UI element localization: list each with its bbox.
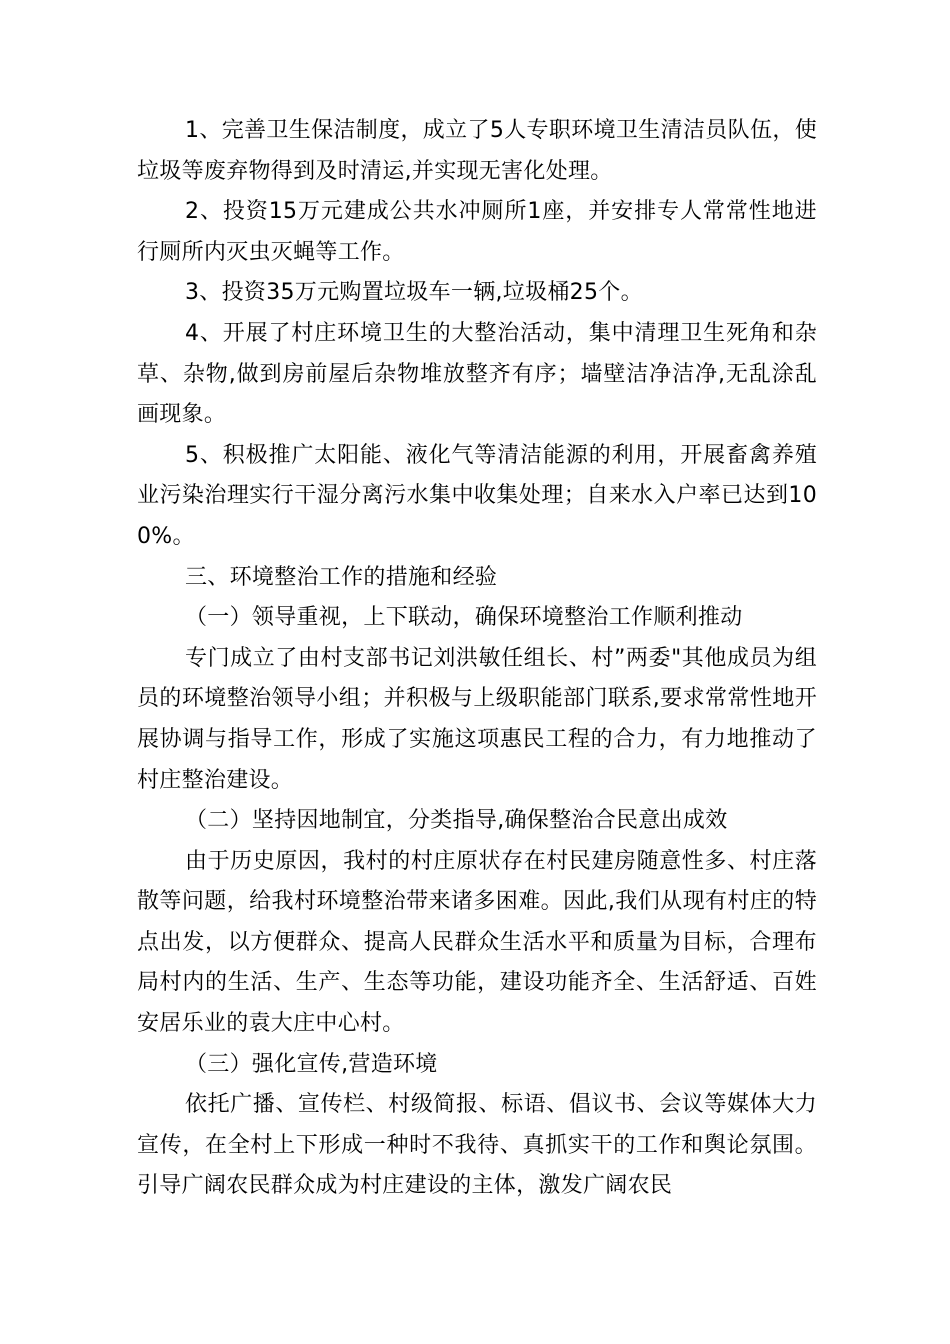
paragraph-local-conditions: 由于历史原因，我村的村庄原状存在村民建房随意性多、村庄落散等问题，给我村环境整治带来诸多困难。因此,我们从现有村庄的特点出发，以方便群众、提高人民群众生活水平和质量为目标，合理布局村内的生活、生产、生态等功能，建设功能齐全、生活舒适、百姓安居乐业的袁大庄中心村。 [137,848,817,1037]
section-heading-3: 三、环境整治工作的措施和经验 [185,564,498,590]
paragraph-publicity: 依托广播、宣传栏、村级简报、标语、倡议书、会议等媒体大力宣传，在全村上下形成一种时不我待、真抓实干的工作和舆论氛围。引导广阔农民群众成为村庄建设的主体，激发广阔农民 [137,1092,817,1199]
paragraph-leadership: 专门成立了由村支部书记刘洪敏任组长、村”两委"其他成员为组员的环境整治领导小组；并积极与上级职能部门联系,要求常常性地开展协调与指导工作，形成了实施这项惠民工程的合力，有力地推动了村庄整治建设。 [137,645,817,793]
subsection-heading-1: （一）领导重视，上下联动，确保环境整治工作顺利推动 [185,605,743,631]
subsection-heading-3: （三）强化宣传,营造环境 [185,1051,438,1077]
paragraph-item-3: 3、投资35万元购置垃圾车一辆,垃圾桶25个。 [185,280,643,306]
subsection-heading-2: （二）坚持因地制宜，分类指导,确保整治合民意出成效 [185,808,728,834]
paragraph-item-2: 2、投资15万元建成公共水冲厕所1座，并安排专人常常性地进行厕所内灭虫灭蝇等工作。 [137,199,817,265]
paragraph-item-4: 4、开展了村庄环境卫生的大整治活动，集中清理卫生死角和杂草、杂物,做到房前屋后杂物堆放整齐有序；墙壁洁净洁净,无乱涂乱画现象。 [137,320,817,428]
paragraph-item-1: 1、完善卫生保洁制度，成立了5人专职环境卫生清洁员队伍，使垃圾等废弃物得到及时清运,并实现无害化处理。 [137,118,817,184]
document-body [137,111,817,1207]
paragraph-item-5: 5、积极推广太阳能、液化气等清洁能源的利用，开展畜禽养殖业污染治理实行干湿分离污水集中收集处理；自来水入户率已达到100%。 [137,442,817,549]
